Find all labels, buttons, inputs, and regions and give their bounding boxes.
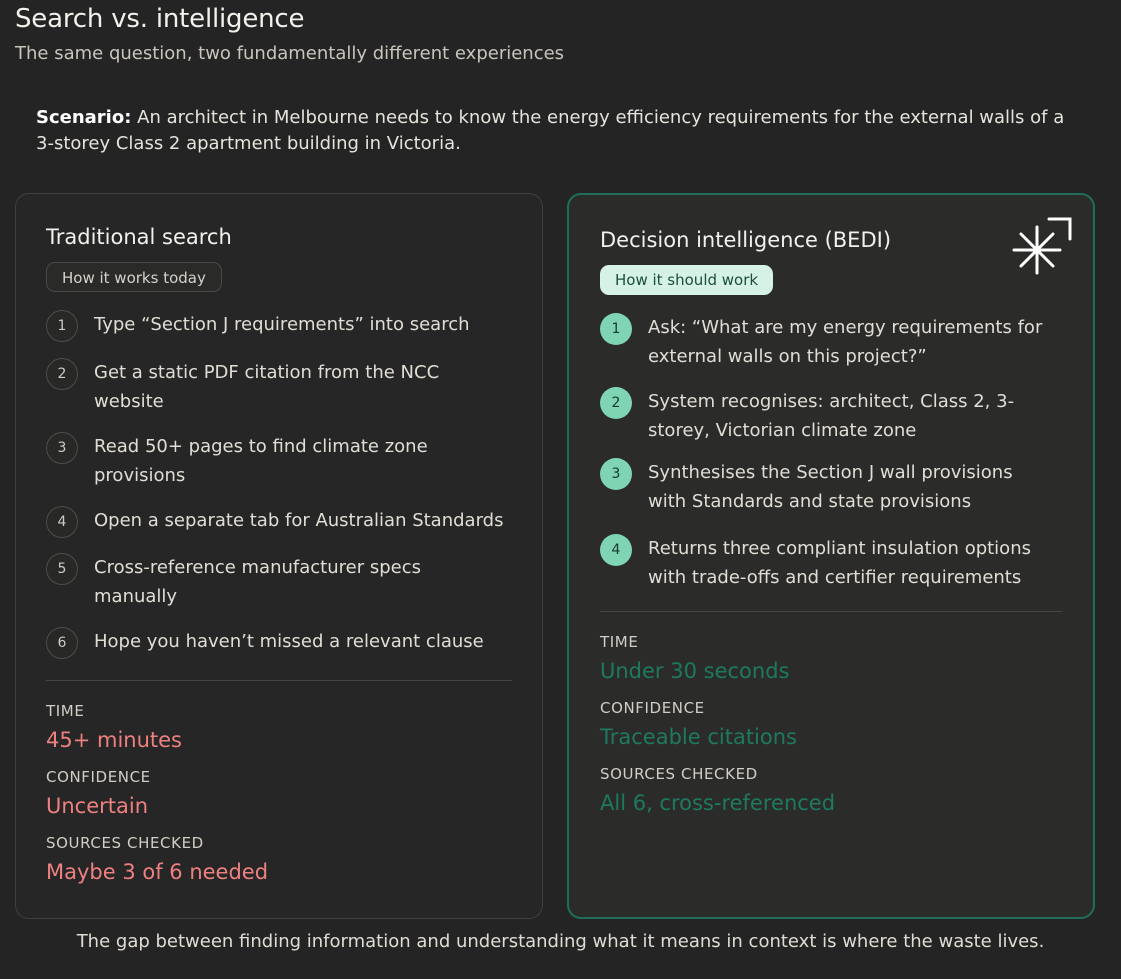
step-number: 6 (46, 627, 78, 659)
time-value: Under 30 seconds (600, 659, 790, 683)
confidence-label: CONFIDENCE (46, 768, 151, 786)
step-text: Open a separate tab for Australian Standards (94, 510, 504, 531)
sources-value: Maybe 3 of 6 needed (46, 860, 269, 884)
step-number: 5 (46, 553, 78, 585)
step-text: Read 50+ pages to find climate zone provisions (94, 436, 428, 486)
traditional-card-title: Traditional search (46, 225, 232, 249)
step-text: Returns three compliant insulation options with trade-offs and certifier requirements (648, 538, 1031, 588)
confidence-value: Traceable citations (600, 725, 797, 749)
scenario-label: Scenario: (36, 107, 132, 128)
step-number: 4 (46, 506, 78, 538)
step-text: Get a static PDF citation from the NCC website (94, 362, 440, 412)
traditional-search-card (15, 193, 543, 919)
sources-label: SOURCES CHECKED (46, 834, 204, 852)
step-number: 1 (600, 313, 632, 345)
sources-value: All 6, cross-referenced (600, 791, 836, 815)
asterisk-corner-logo-icon (1011, 217, 1073, 279)
step-text: Cross-reference manufacturer specs manually (94, 557, 421, 607)
time-label: TIME (600, 633, 639, 651)
scenario-text (36, 105, 1086, 157)
step-number: 4 (600, 534, 632, 566)
step-text: Synthesises the Section J wall provisions with Standards and state provisions (648, 462, 1013, 512)
intelligence-badge: How it should work (600, 265, 773, 295)
decision-intelligence-card (567, 193, 1095, 919)
step-text: Ask: “What are my energy requirements for external walls on this project?” (648, 317, 1043, 367)
step-number: 2 (46, 358, 78, 390)
step-number: 3 (46, 432, 78, 464)
sources-label: SOURCES CHECKED (600, 765, 758, 783)
step-text: System recognises: architect, Class 2, 3-storey, Victorian climate zone (648, 391, 1015, 441)
confidence-label: CONFIDENCE (600, 699, 705, 717)
divider (600, 611, 1062, 612)
step-number: 3 (600, 458, 632, 490)
intelligence-card-title: Decision intelligence (BEDI) (600, 228, 892, 252)
step-text: Hope you haven’t missed a relevant clause (94, 631, 484, 652)
divider (46, 680, 512, 681)
scenario-description: An architect in Melbourne needs to know the energy efficiency requirements for the external walls of a 3-storey Class 2 apartment building in Victoria. (36, 107, 1065, 154)
time-value: 45+ minutes (46, 728, 182, 752)
traditional-badge: How it works today (46, 262, 222, 292)
page-title: Search vs. intelligence (15, 4, 305, 34)
page-subtitle: The same question, two fundamentally different experiences (15, 43, 565, 64)
step-number: 2 (600, 387, 632, 419)
step-number: 1 (46, 310, 78, 342)
step-text: Type “Section J requirements” into search (94, 314, 470, 335)
footer-caption: The gap between finding information and understanding what it means in context is where the waste lives. (76, 931, 1045, 952)
confidence-value: Uncertain (46, 794, 149, 818)
time-label: TIME (46, 702, 85, 720)
